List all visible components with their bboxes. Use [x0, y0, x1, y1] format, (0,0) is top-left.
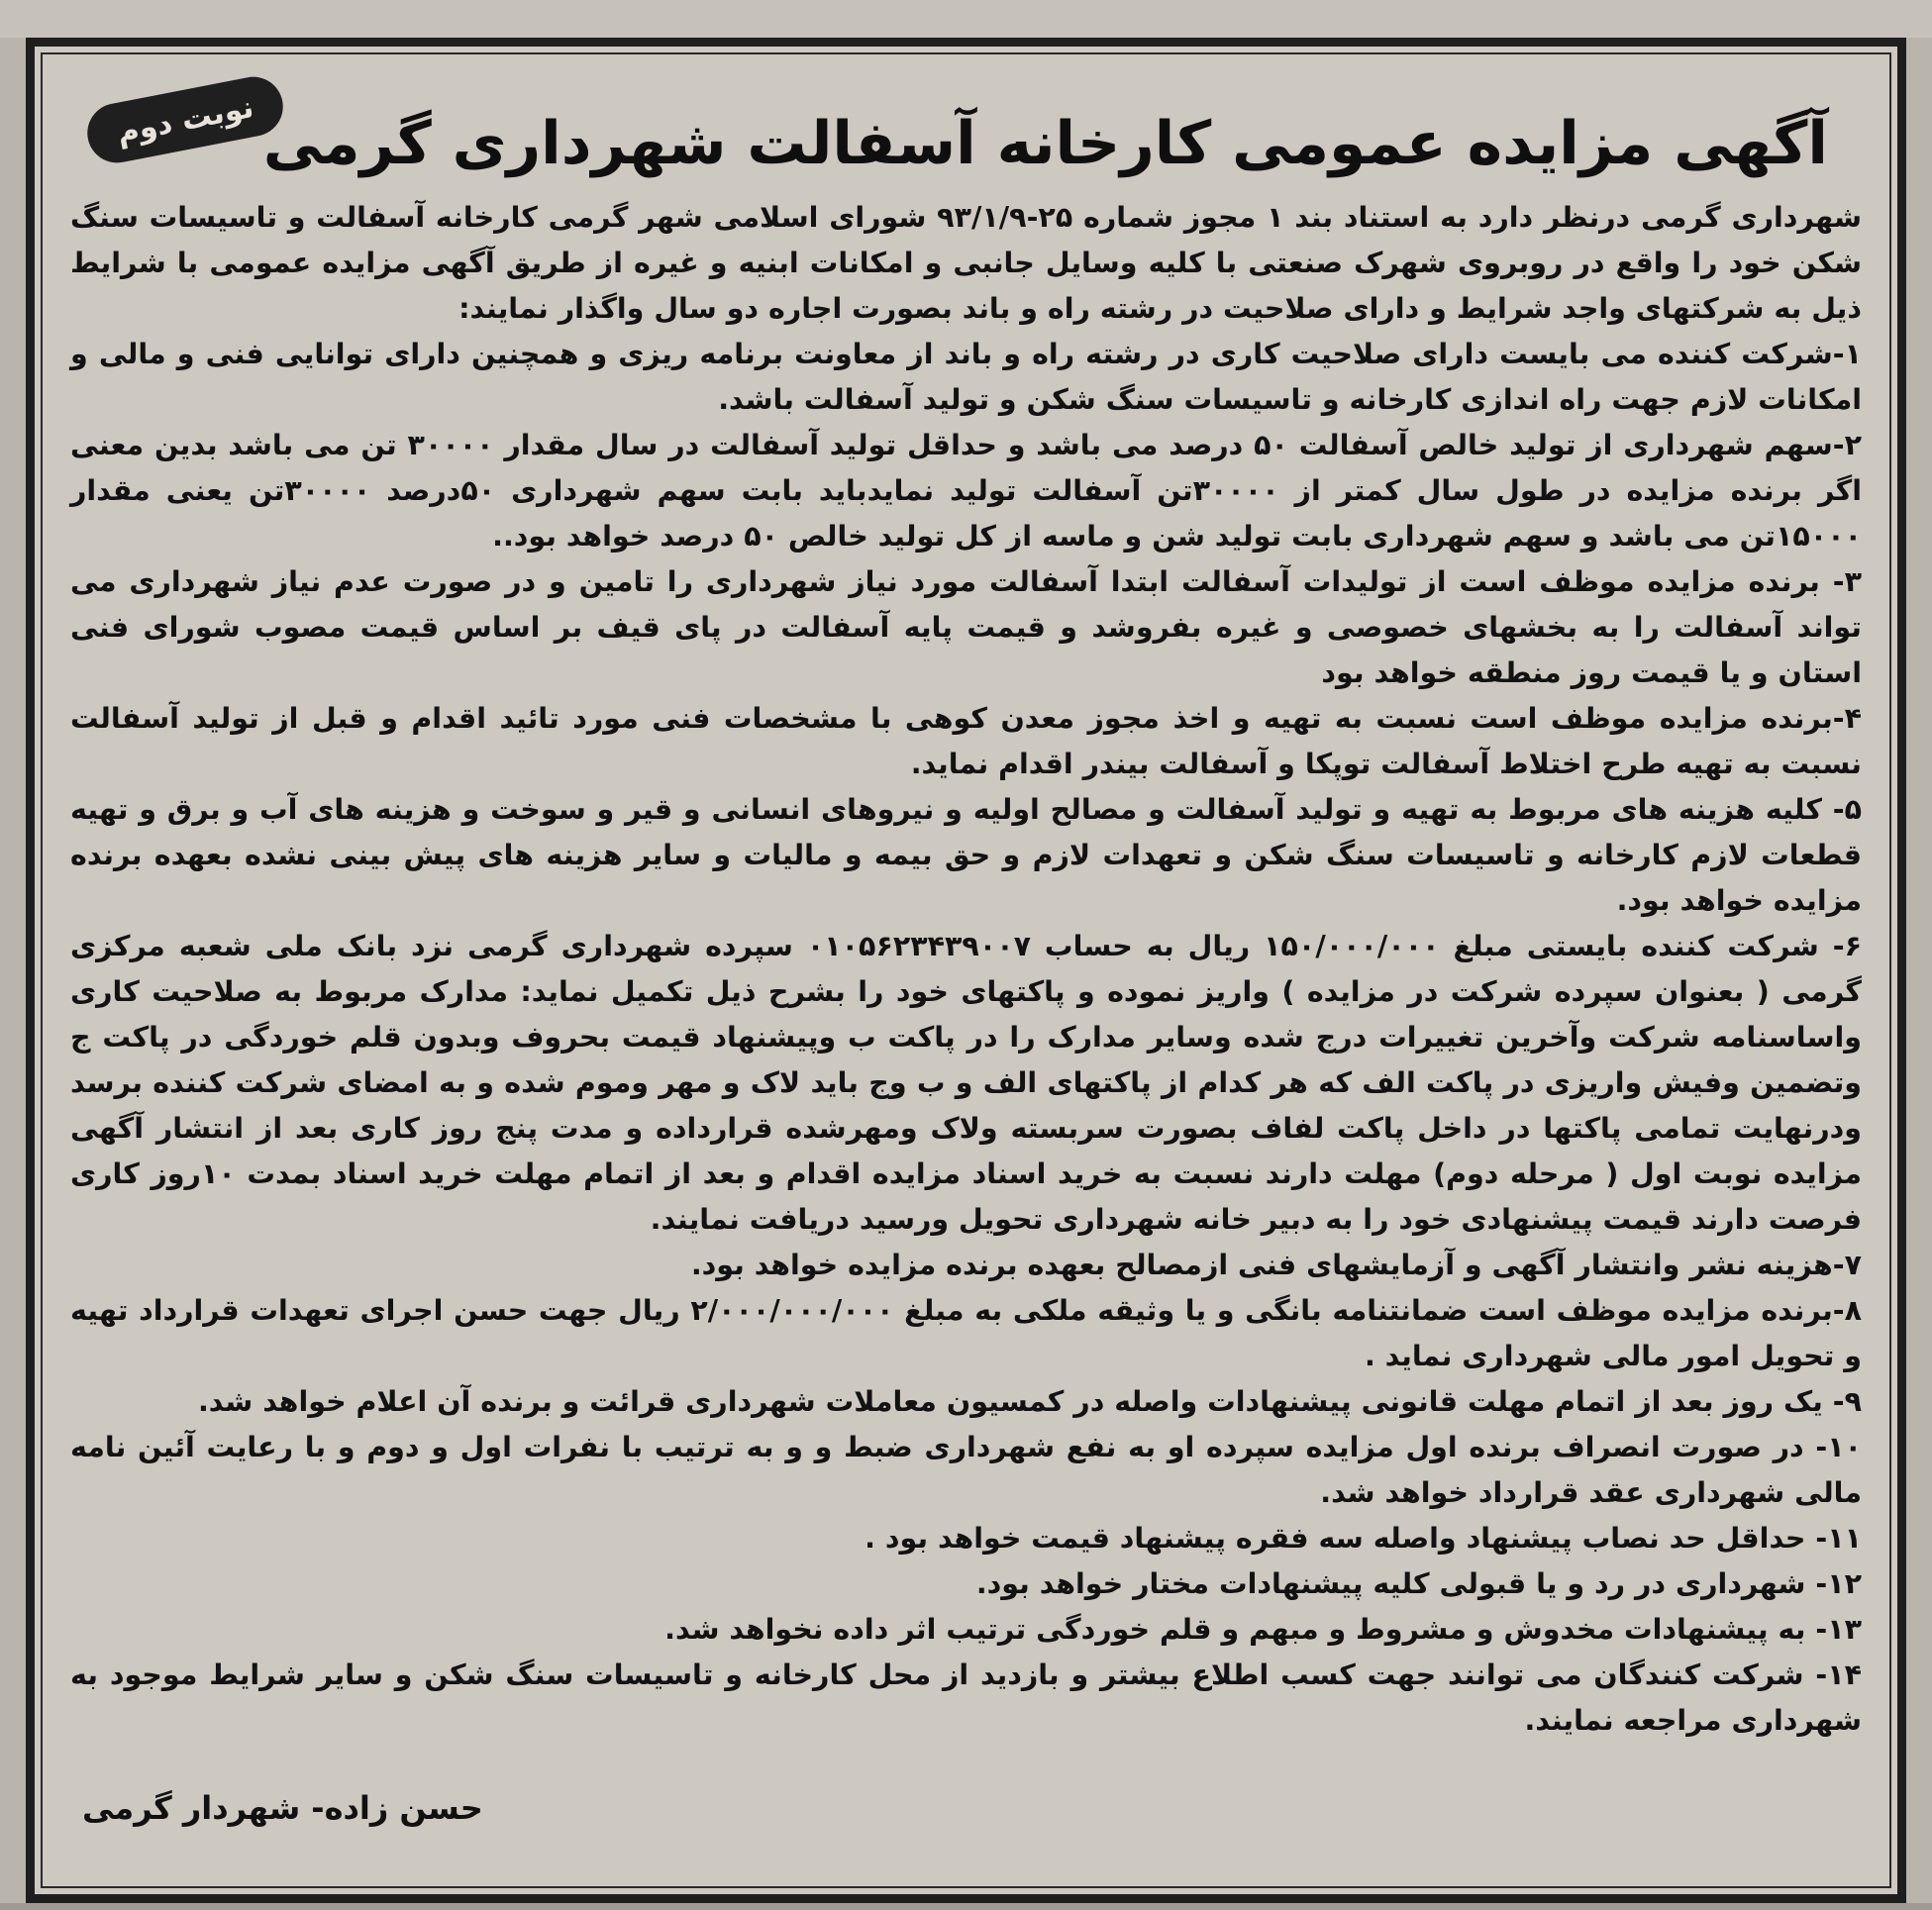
clause-9: ۹- یک روز بعد از اتمام مهلت قانونی پیشنهادات واصله در کمسیون معاملات شهرداری قرائت و برنده آن اعلام خواهد شد.: [197, 1385, 1862, 1418]
clause-2: ۲-سهم شهرداری از تولید خالص آسفالت ۵۰ درصد می باشد و حداقل تولید آسفالت در سال مقدار ۳۰۰۰۰ تن می باشد بدین معنی اگر برنده مزایده در طول سال کمتر از ۳۰۰۰۰تن آسفالت تولید نمایدباید بابت سهم شهرداری ۵۰درصد ۳۰۰۰۰تن یعنی مقدار ۱۵۰۰۰تن می باشد و سهم شهرداری بابت تولید شن و ماسه از کل تولید خالص ۵۰ درصد خواهد بود..: [70, 429, 1863, 553]
clause-1: ۱-شرکت کننده می بایست دارای صلاحیت کاری در رشته راه و باند از معاونت برنامه ریزی و همچنین دارای توانایی فنی و مالی و امکانات لازم جهت راه اندازی کارخانه و تاسیسات سنگ شکن و تولید آسفالت باشد.: [70, 338, 1862, 416]
clause-10: ۱۰- در صورت انصراف برنده اول مزایده سپرده او به نفع شهرداری ضبط و و به ترتیب با نفرات اول و دوم و با رعایت آئین نامه مالی شهرداری عقد قرارداد خواهد شد.: [70, 1431, 1862, 1509]
clause-5: ۵- کلیه هزینه های مربوط به تهیه و تولید آسفالت و مصالح اولیه و نیروهای انسانی و قیر و سوخت و هزینه های آب و برق و تهیه قطعات لازم کارخانه و تاسیسات سنگ شکن و تعهدات لازم و حق بیمه و مالیات و سایر هزینه های پیش بینی نشده بعهده برنده مزایده خواهد بود.: [70, 793, 1862, 917]
second-round-badge: نوبت دوم: [82, 71, 288, 167]
clause-3: ۳- برنده مزایده موظف است از تولیدات آسفالت ابتدا آسفالت مورد نیاز شهرداری را تامین و در صورت عدم نیاز شهرداری می تواند آسفالت را به بخشهای خصوصی و غیره بفروشد و قیمت پایه آسفالت در پای قیف بر اساس قیمت مصوب شورای فنی استان و یا قیمت روز منطقه خواهد بود: [70, 565, 1862, 689]
clause-7: ۷-هزینه نشر وانتشار آگهی و آزمایشهای فنی ازمصالح بعهده برنده مزایده خواهد بود.: [690, 1249, 1862, 1281]
auction-notice: [26, 38, 1906, 1903]
clause-12: ۱۲- شهرداری در رد و یا قبولی کلیه پیشنهادات مختار خواهد بود.: [975, 1567, 1862, 1600]
notice-title: آگهی مزایده عمومی کارخانه آسفالت شهرداری گرمی: [262, 109, 1828, 178]
clause-11: ۱۱- حداقل حد نصاب پیشنهاد واصله سه فقره پیشنهاد قیمت خواهد بود .: [864, 1522, 1862, 1555]
newspaper-bottom-edge: [0, 1903, 1932, 1910]
clause-4: ۴-برنده مزایده موظف است نسبت به تهیه و اخذ مجوز معدن کوهی با مشخصات فنی مورد تائید اقدام و قبل از تولید آسفالت نسبت به تهیه طرح اختلاط آسفالت توپکا و آسفالت بیندر اقدام نماید.: [70, 702, 1862, 780]
clause-6: ۶- شرکت کننده بایستی مبلغ ۱۵۰/۰۰۰/۰۰۰ ریال به حساب ۰۱۰۵۶۲۳۴۳۹۰۰۷ سپرده شهرداری گرمی نزد بانک ملی شعبه مرکزی گرمی ( بعنوان سپرده شرکت در مزایده ) واریز نموده و پاکتهای خود را بشرح ذیل تکمیل نماید: مدارک مربوط به صلاحیت کاری واساسنامه شرکت وآخرین تغییرات درج شده وسایر مدارک را در پاکت ب وپیشنهاد قیمت بحروف وبدون قلم خوردگی در پاکت ج وتضمین وفیش واریزی در پاکت الف که هر کدام از پاکتهای الف و ب وج باید لاک و مهر وموم شده و به امضای شرکت کننده برسد ودرنهایت تمامی پاکتها در داخل پاکت لفاف بصورت سربسته ولاک ومهرشده قرارداده و مدت پنج روز کاری بعد از انتشار آگهی مزایده نوبت اول ( مرحله دوم) مهلت دارند نسبت به خرید اسناد مزایده اقدام و بعد از اتمام مهلت خرید اسناد بمدت ۱۰روز کاری فرصت دارند قیمت پیشنهادی خود را به دبیر خانه شهرداری تحویل ورسید دریافت نمایند.: [70, 930, 1862, 1236]
clause-14: ۱۴- شرکت کنندگان می توانند جهت کسب اطلاع بیشتر و بازدید از محل کارخانه و تاسیسات سنگ شکن و سایر شرایط موجود به شهرداری مراجعه نمایند.: [70, 1659, 1862, 1737]
clause-8: ۸-برنده مزایده موظف است ضمانتنامه بانگی و یا وثیقه ملکی به مبلغ ۲/۰۰۰/۰۰۰/۰۰۰ ریال جهت حسن اجرای تعهدات قرارداد تهیه و تحویل امور مالی شهرداری نماید .: [70, 1294, 1863, 1372]
intro-paragraph: شهرداری گرمی درنظر دارد به استناد بند ۱ مجوز شماره ۲۵-۹۳/۱/۹ شورای اسلامی شهر گرمی کارخانه آسفالت و تاسیسات سنگ شکن خود را واقع در روبروی شهرک صنعتی با کلیه وسایل جانبی و امکانات ابنیه و غیره از طریق آگهی مزایده عمومی با شرایط ذیل به شرکتهای واجد شرایط و دارای صلاحیت در رشته راه و باند بصورت اجاره دو سال واگذار نمایند:: [70, 201, 1862, 325]
mayor-signature: حسن زاده- شهردار گرمی: [82, 1789, 483, 1827]
clause-13: ۱۳- به پیشنهادات مخدوش و مشروط و مبهم و قلم خوردگی ترتیب اثر داده نخواهد شد.: [664, 1613, 1862, 1646]
newspaper-top-edge: [0, 0, 1932, 38]
notice-body: [70, 195, 1862, 1744]
